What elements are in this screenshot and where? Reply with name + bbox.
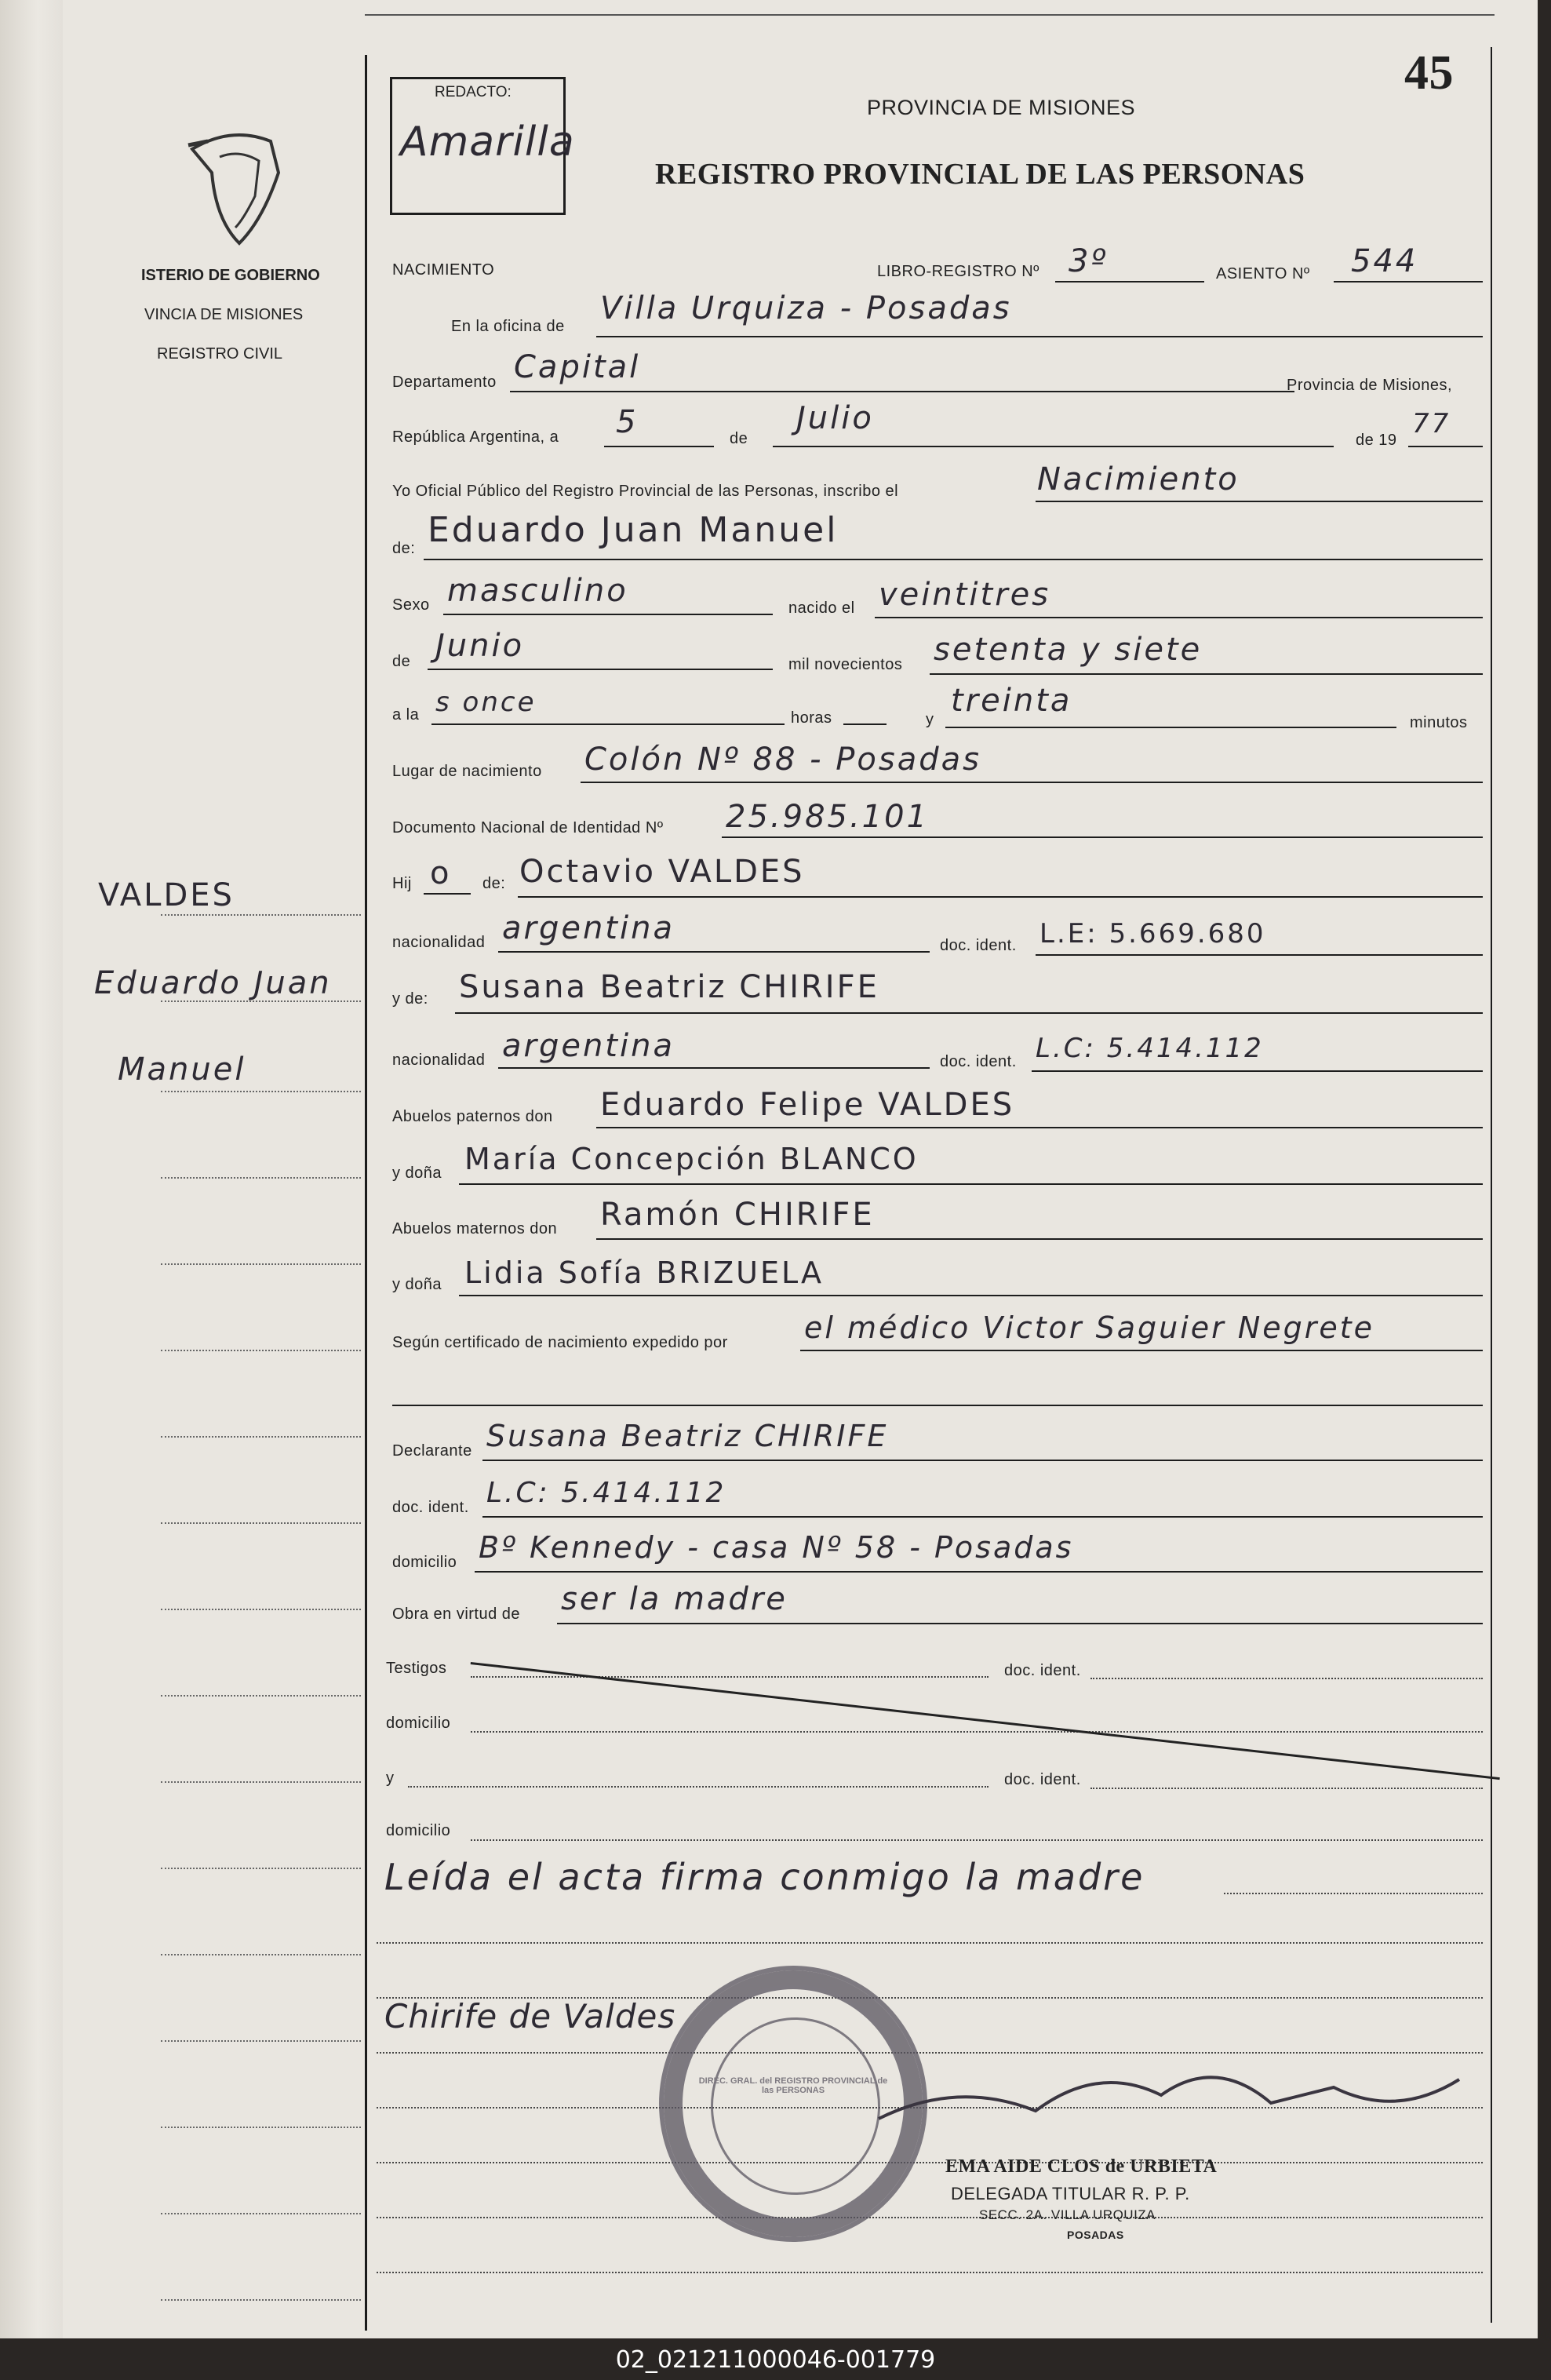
father-doc-label: doc. ident.	[940, 937, 1017, 954]
testigos-doc-label: doc. ident.	[1004, 1662, 1081, 1679]
oficina-value: Villa Urquiza - Posadas	[600, 290, 1012, 326]
nacido-value: veintitres	[879, 577, 1051, 613]
official-title: DELEGADA TITULAR R. P. P.	[951, 2184, 1190, 2203]
departamento-value: Capital	[514, 349, 641, 385]
year-value: 77	[1412, 408, 1451, 439]
testigos-y-label: y	[386, 1770, 395, 1787]
province-label: VINCIA DE MISIONES	[144, 306, 304, 323]
footer-image-id: 02_021211000046-001779	[615, 2346, 936, 2374]
y-label: y	[926, 711, 934, 728]
abuelos-paternos-label: Abuelos paternos don	[392, 1108, 553, 1125]
testigos-domicilio-label: domicilio	[386, 1715, 451, 1732]
declarante-signature: Chirife de Valdes	[384, 1997, 676, 2036]
leida-value: Leída el acta firma conmigo la madre	[384, 1856, 1145, 1898]
mil-label: mil novecientos	[788, 656, 903, 673]
republica-label: República Argentina, a	[392, 428, 559, 446]
lugar-label: Lugar de nacimiento	[392, 763, 542, 780]
margin-given-1: Eduardo Juan	[94, 965, 332, 1001]
asiento-label: ASIENTO Nº	[1216, 265, 1310, 282]
y-dona-paterna-label: y doña	[392, 1164, 442, 1182]
lugar-value: Colón Nº 88 - Posadas	[584, 742, 981, 778]
official-signature-icon	[863, 2048, 1491, 2142]
declarante-label: Declarante	[392, 1442, 472, 1460]
sexo-label: Sexo	[392, 596, 430, 614]
testigos-cancel-line	[471, 1662, 1500, 1780]
certificado-label: Según certificado de nacimiento expedido por	[392, 1334, 728, 1351]
ministry-label: ISTERIO DE GOBIERNO	[141, 267, 320, 284]
father-nationality-label: nacionalidad	[392, 934, 486, 951]
month-value: Julio	[796, 400, 874, 436]
margin-given-2: Manuel	[118, 1052, 246, 1088]
official-section: SECC. 2A. VILLA URQUIZA	[979, 2207, 1156, 2222]
abuelos-maternos-label: Abuelos maternos don	[392, 1220, 558, 1237]
registry-label: REGISTRO CIVIL	[157, 345, 283, 363]
redacto-signature: Amarilla	[400, 118, 575, 166]
libro-value: 3º	[1069, 243, 1109, 279]
official-city: POSADAS	[1067, 2229, 1124, 2241]
redacto-box	[390, 77, 575, 215]
father-nationality-value: argentina	[502, 910, 675, 946]
birth-year-value: setenta y siete	[934, 632, 1203, 668]
margin-surname: VALDES	[98, 877, 235, 913]
sexo-value: masculino	[447, 573, 628, 609]
abuela-paterna-value: María Concepción BLANCO	[464, 1142, 919, 1176]
departamento-label: Departamento	[392, 374, 497, 391]
mother-doc-label: doc. ident.	[940, 1053, 1017, 1070]
domicilio-value: Bº Kennedy - casa Nº 58 - Posadas	[479, 1530, 1074, 1565]
inscribo-value: Nacimiento	[1037, 461, 1240, 498]
father-value: Octavio VALDES	[519, 854, 805, 890]
abuela-materna-value: Lidia Sofía BRIZUELA	[464, 1256, 825, 1290]
nacido-label: nacido el	[788, 600, 855, 617]
binding-spine	[0, 0, 63, 2338]
de-name-label: de:	[392, 540, 416, 557]
top-rule	[365, 14, 1495, 16]
obra-label: Obra en virtud de	[392, 1605, 521, 1623]
de-month-label: de	[392, 653, 411, 670]
provincia-suffix: Provincia de Misiones,	[1287, 377, 1453, 394]
coat-of-arms-icon	[184, 126, 286, 251]
day-value: 5	[616, 404, 639, 440]
seal-text: DIREC. GRAL. del REGISTRO PROVINCIAL de las PERSONAS	[698, 2076, 888, 2095]
oficina-label: En la oficina de	[451, 318, 565, 335]
de-father-label: de:	[482, 875, 506, 892]
record-type-label: NACIMIENTO	[392, 261, 495, 279]
y-de-label: y de:	[392, 990, 428, 1008]
horas-label: horas	[791, 709, 832, 727]
certificado-value: el médico Victor Saguier Negrete	[804, 1310, 1375, 1345]
birth-month-value: Junio	[435, 628, 525, 664]
form-right-border	[1491, 47, 1492, 2323]
testigos-label: Testigos	[386, 1660, 447, 1677]
libro-label: LIBRO-REGISTRO Nº	[877, 263, 1039, 280]
declarante-doc-label: doc. ident.	[392, 1499, 469, 1516]
mother-nationality-value: argentina	[502, 1028, 675, 1064]
asiento-value: 544	[1351, 243, 1418, 279]
father-doc-value: L.E: 5.669.680	[1039, 918, 1266, 949]
a-la-label: a la	[392, 706, 420, 723]
redacto-label: REDACTO:	[435, 84, 512, 100]
official-name: EMA AIDE CLOS de URBIETA	[945, 2156, 1218, 2177]
testigos-domicilio-2-label: domicilio	[386, 1822, 451, 1839]
testigos-doc-2-label: doc. ident.	[1004, 1771, 1081, 1788]
header-title: REGISTRO PROVINCIAL DE LAS PERSONAS	[655, 158, 1305, 191]
declarante-value: Susana Beatriz CHIRIFE	[486, 1419, 889, 1453]
page-number: 45	[1404, 46, 1454, 100]
abuelo-materno-value: Ramón CHIRIFE	[600, 1197, 875, 1233]
documento-value: 25.985.101	[726, 799, 930, 835]
hijo-label: Hij	[392, 875, 412, 892]
header-province: PROVINCIA DE MISIONES	[867, 96, 1136, 119]
mother-value: Susana Beatriz CHIRIFE	[459, 969, 879, 1005]
minutos-value: treinta	[951, 683, 1072, 719]
form-left-border	[365, 55, 367, 2331]
mother-doc-value: L.C: 5.414.112	[1036, 1033, 1264, 1064]
yo-oficial-text: Yo Oficial Público del Registro Provincial de las Personas, inscribo el	[392, 483, 899, 500]
documento-label: Documento Nacional de Identidad Nº	[392, 819, 664, 836]
obra-value: ser la madre	[561, 1581, 788, 1617]
abuelo-paterno-value: Eduardo Felipe VALDES	[600, 1087, 1015, 1123]
hora-value: s once	[435, 687, 537, 718]
domicilio-label: domicilio	[392, 1554, 457, 1571]
name-value: Eduardo Juan Manuel	[428, 510, 839, 550]
y-dona-materna-label: y doña	[392, 1276, 442, 1293]
hijo-value: o	[430, 855, 452, 891]
minutos-label: minutos	[1410, 714, 1468, 731]
mother-nationality-label: nacionalidad	[392, 1052, 486, 1069]
de-label: de	[730, 430, 748, 447]
year-prefix: de 19	[1356, 432, 1397, 449]
declarante-doc-value: L.C: 5.414.112	[486, 1477, 726, 1509]
